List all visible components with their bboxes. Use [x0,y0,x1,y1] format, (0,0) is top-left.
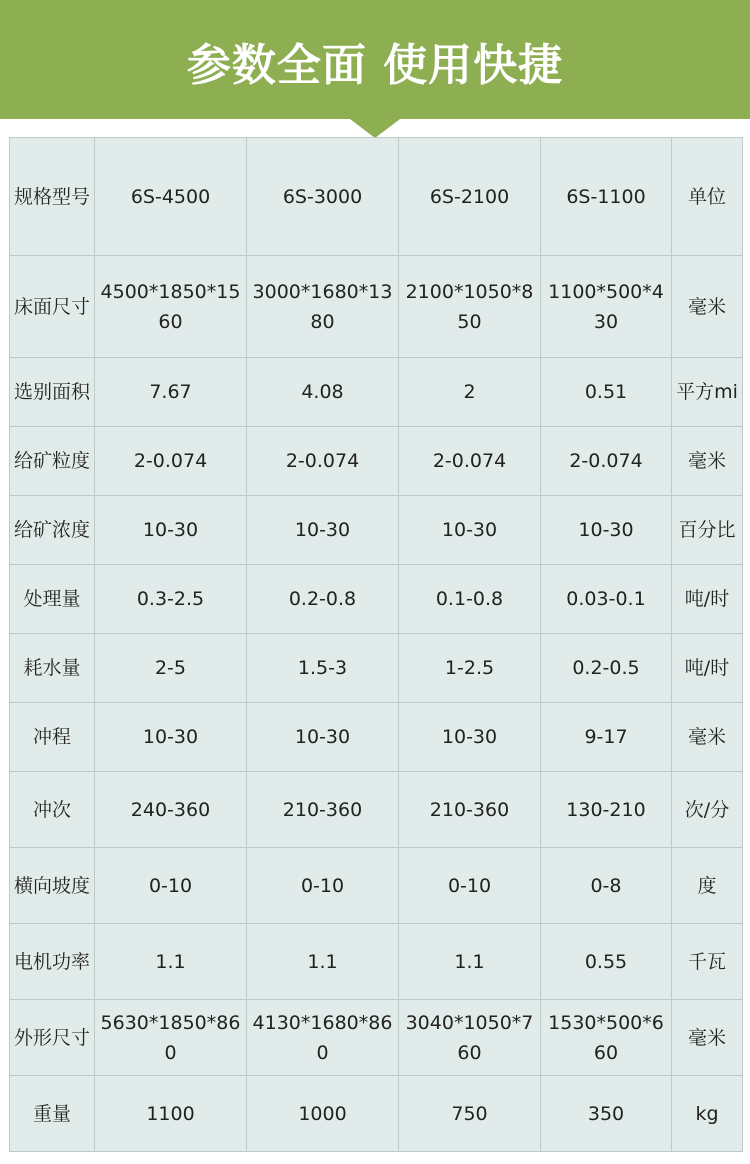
row-label: 外形尺寸 [10,1000,95,1076]
row-label: 冲程 [10,703,95,772]
table-row [10,427,743,496]
table-cell: 210-360 [247,772,399,848]
spec-table [9,137,743,1152]
table-cell: 9-17 [541,703,672,772]
table-cell: 1-2.5 [399,634,541,703]
table-cell: 4500*1850*1560 [95,256,247,358]
table-cell: 0.2-0.8 [247,565,399,634]
header-cell-6s-2100: 6S-2100 [399,138,541,256]
table-cell: 2100*1050*850 [399,256,541,358]
unit-cell: 度 [672,848,743,924]
table-cell: 2-5 [95,634,247,703]
unit-cell: 次/分 [672,772,743,848]
table-cell: 0-10 [247,848,399,924]
row-label: 给矿粒度 [10,427,95,496]
table-row [10,358,743,427]
unit-cell: 千瓦 [672,924,743,1000]
header-row [10,138,743,256]
unit-cell: 毫米 [672,427,743,496]
table-cell: 2 [399,358,541,427]
table-cell: 0.3-2.5 [95,565,247,634]
table-row [10,703,743,772]
table-cell: 0-8 [541,848,672,924]
table-cell: 2-0.074 [399,427,541,496]
unit-cell: 吨/时 [672,634,743,703]
header-cell-6s-1100: 6S-1100 [541,138,672,256]
table-row [10,496,743,565]
table-cell: 1100 [95,1076,247,1152]
unit-cell: 平方mi [672,358,743,427]
row-label: 选别面积 [10,358,95,427]
table-cell: 210-360 [399,772,541,848]
header-banner [0,0,750,119]
table-cell: 4.08 [247,358,399,427]
table-cell: 1530*500*660 [541,1000,672,1076]
table-cell: 750 [399,1076,541,1152]
table-cell: 2-0.074 [541,427,672,496]
table-row [10,256,743,358]
table-cell: 10-30 [247,703,399,772]
table-cell: 240-360 [95,772,247,848]
unit-cell: 毫米 [672,256,743,358]
table-cell: 3040*1050*760 [399,1000,541,1076]
table-cell: 2-0.074 [95,427,247,496]
page-title: 参数全面 使用快捷 [186,39,564,91]
table-cell: 10-30 [399,703,541,772]
table-cell: 10-30 [95,496,247,565]
unit-cell: 百分比 [672,496,743,565]
header-cell-unit: 单位 [672,138,743,256]
table-cell: 0.1-0.8 [399,565,541,634]
table-cell: 10-30 [95,703,247,772]
row-label: 处理量 [10,565,95,634]
table-cell: 3000*1680*1380 [247,256,399,358]
row-label: 床面尺寸 [10,256,95,358]
table-cell: 0.51 [541,358,672,427]
table-cell: 1.1 [247,924,399,1000]
table-cell: 0.03-0.1 [541,565,672,634]
unit-cell: 毫米 [672,1000,743,1076]
table-cell: 0.55 [541,924,672,1000]
row-label: 电机功率 [10,924,95,1000]
spec-table-wrap [9,137,743,1152]
table-cell: 1.5-3 [247,634,399,703]
unit-cell: 吨/时 [672,565,743,634]
row-label: 给矿浓度 [10,496,95,565]
table-row [10,1000,743,1076]
table-cell: 5630*1850*860 [95,1000,247,1076]
table-row [10,848,743,924]
table-cell: 10-30 [247,496,399,565]
table-row [10,634,743,703]
table-cell: 7.67 [95,358,247,427]
row-label: 耗水量 [10,634,95,703]
table-cell: 130-210 [541,772,672,848]
table-row [10,1076,743,1152]
table-cell: 1100*500*430 [541,256,672,358]
unit-cell: 毫米 [672,703,743,772]
table-cell: 1.1 [399,924,541,1000]
table-cell: 350 [541,1076,672,1152]
table-cell: 1000 [247,1076,399,1152]
table-cell: 4130*1680*860 [247,1000,399,1076]
banner-notch [350,119,400,138]
table-cell: 2-0.074 [247,427,399,496]
row-label: 冲次 [10,772,95,848]
unit-cell: kg [672,1076,743,1152]
table-cell: 0.2-0.5 [541,634,672,703]
header-cell-6s-4500: 6S-4500 [95,138,247,256]
table-row [10,565,743,634]
header-cell-6s-3000: 6S-3000 [247,138,399,256]
table-row [10,772,743,848]
table-cell: 1.1 [95,924,247,1000]
header-cell-model: 规格型号 [10,138,95,256]
table-row [10,924,743,1000]
table-cell: 0-10 [399,848,541,924]
table-cell: 10-30 [399,496,541,565]
row-label: 重量 [10,1076,95,1152]
row-label: 横向坡度 [10,848,95,924]
table-cell: 10-30 [541,496,672,565]
table-cell: 0-10 [95,848,247,924]
